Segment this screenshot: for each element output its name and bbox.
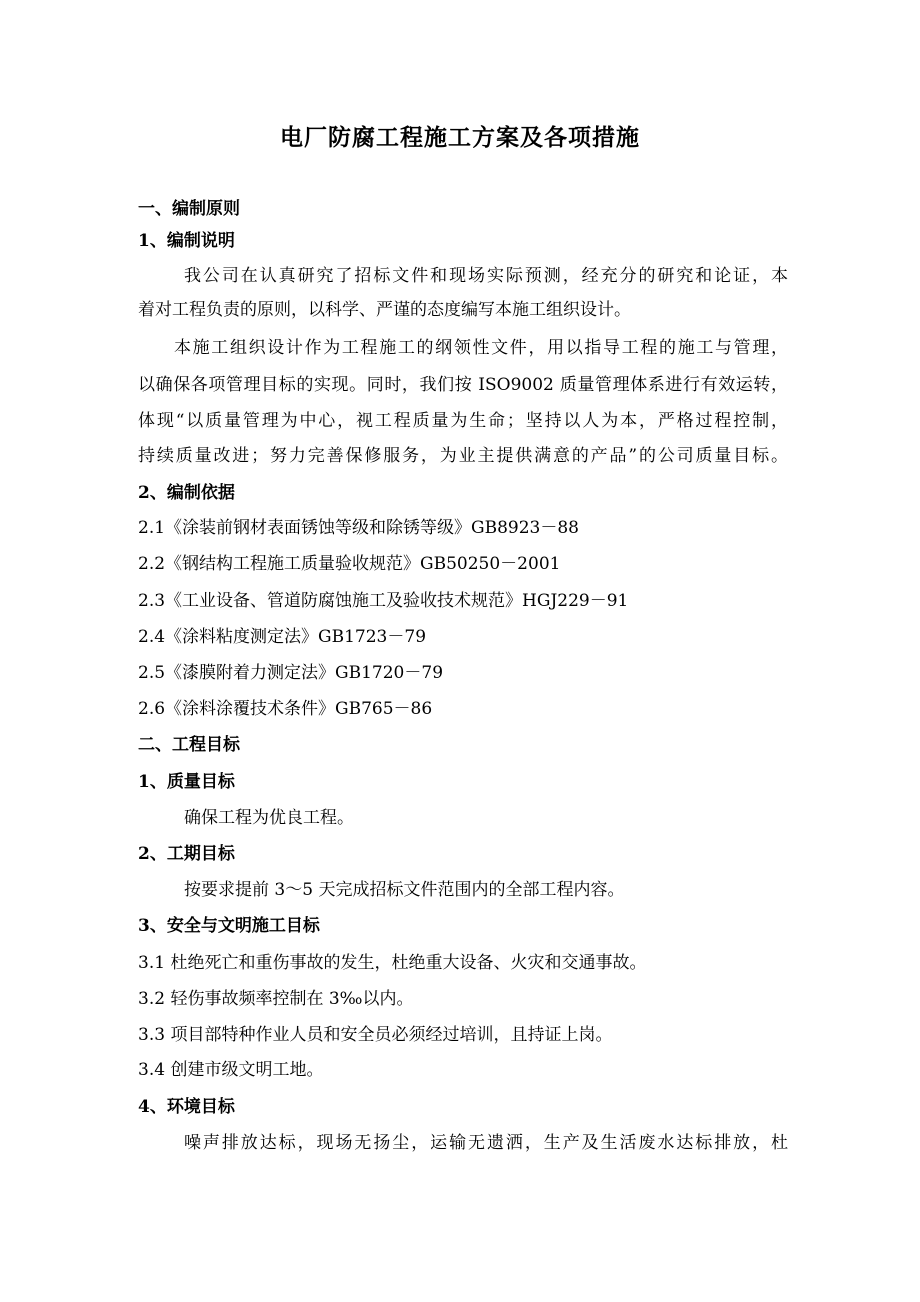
paragraph-line: 我公司在认真研究了招标文件和现场实际预测，经充分的研究和论证，本 (184, 266, 788, 286)
paragraph-line: 持续质量改进；努力完善保修服务，为业主提供满意的产品”的公司质量目标。 (138, 446, 788, 466)
section-heading-principles: 一、编制原则 (138, 199, 240, 219)
paragraph-line: 按要求提前 3～5 天完成招标文件范围内的全部工程内容。 (184, 880, 625, 900)
section-heading-goals: 二、工程目标 (138, 735, 240, 755)
paragraph-line: 噪声排放达标，现场无扬尘，运输无遗洒，生产及生活废水达标排放，杜 (184, 1133, 788, 1153)
list-item: 3.3 项目部特种作业人员和安全员必须经过培训，且持证上岗。 (138, 1025, 613, 1045)
paragraph-line: 体现“以质量管理为中心，视工程质量为生命；坚持以人为本，严格过程控制， (138, 411, 788, 431)
list-item: 2.2《钢结构工程施工质量验收规范》GB50250－2001 (138, 554, 561, 574)
page-title: 电厂防腐工程施工方案及各项措施 (280, 124, 640, 151)
subsection-heading-safety: 3、安全与文明施工目标 (138, 916, 320, 936)
subsection-heading-quality: 1、质量目标 (138, 772, 235, 792)
paragraph-line: 本施工组织设计作为工程施工的纲领性文件，用以指导工程的施工与管理， (174, 338, 788, 358)
paragraph-line: 着对工程负责的原则，以科学、严谨的态度编写本施工组织设计。 (138, 300, 631, 320)
list-item: 3.1 杜绝死亡和重伤事故的发生，杜绝重大设备、火灾和交通事故。 (138, 953, 647, 973)
subsection-heading-basis: 2、编制依据 (138, 483, 235, 503)
paragraph-line: 确保工程为优良工程。 (184, 808, 354, 828)
subsection-heading-environment: 4、环境目标 (138, 1097, 235, 1117)
list-item: 2.6《涂料涂覆技术条件》GB765－86 (138, 699, 433, 719)
paragraph-line: 以确保各项管理目标的实现。同时，我们按 ISO9002 质量管理体系进行有效运转， (138, 375, 788, 395)
subsection-heading-description: 1、编制说明 (138, 231, 235, 251)
list-item: 2.5《漆膜附着力测定法》GB1720－79 (138, 663, 444, 683)
list-item: 3.2 轻伤事故频率控制在 3‰以内。 (138, 989, 414, 1009)
list-item: 3.4 创建市级文明工地。 (138, 1060, 324, 1080)
list-item: 2.4《涂料粘度测定法》GB1723－79 (138, 627, 427, 647)
list-item: 2.1《涂装前钢材表面锈蚀等级和除锈等级》GB8923－88 (138, 518, 580, 538)
subsection-heading-schedule: 2、工期目标 (138, 844, 235, 864)
list-item: 2.3《工业设备、管道防腐蚀施工及验收技术规范》HGJ229－91 (138, 591, 629, 611)
